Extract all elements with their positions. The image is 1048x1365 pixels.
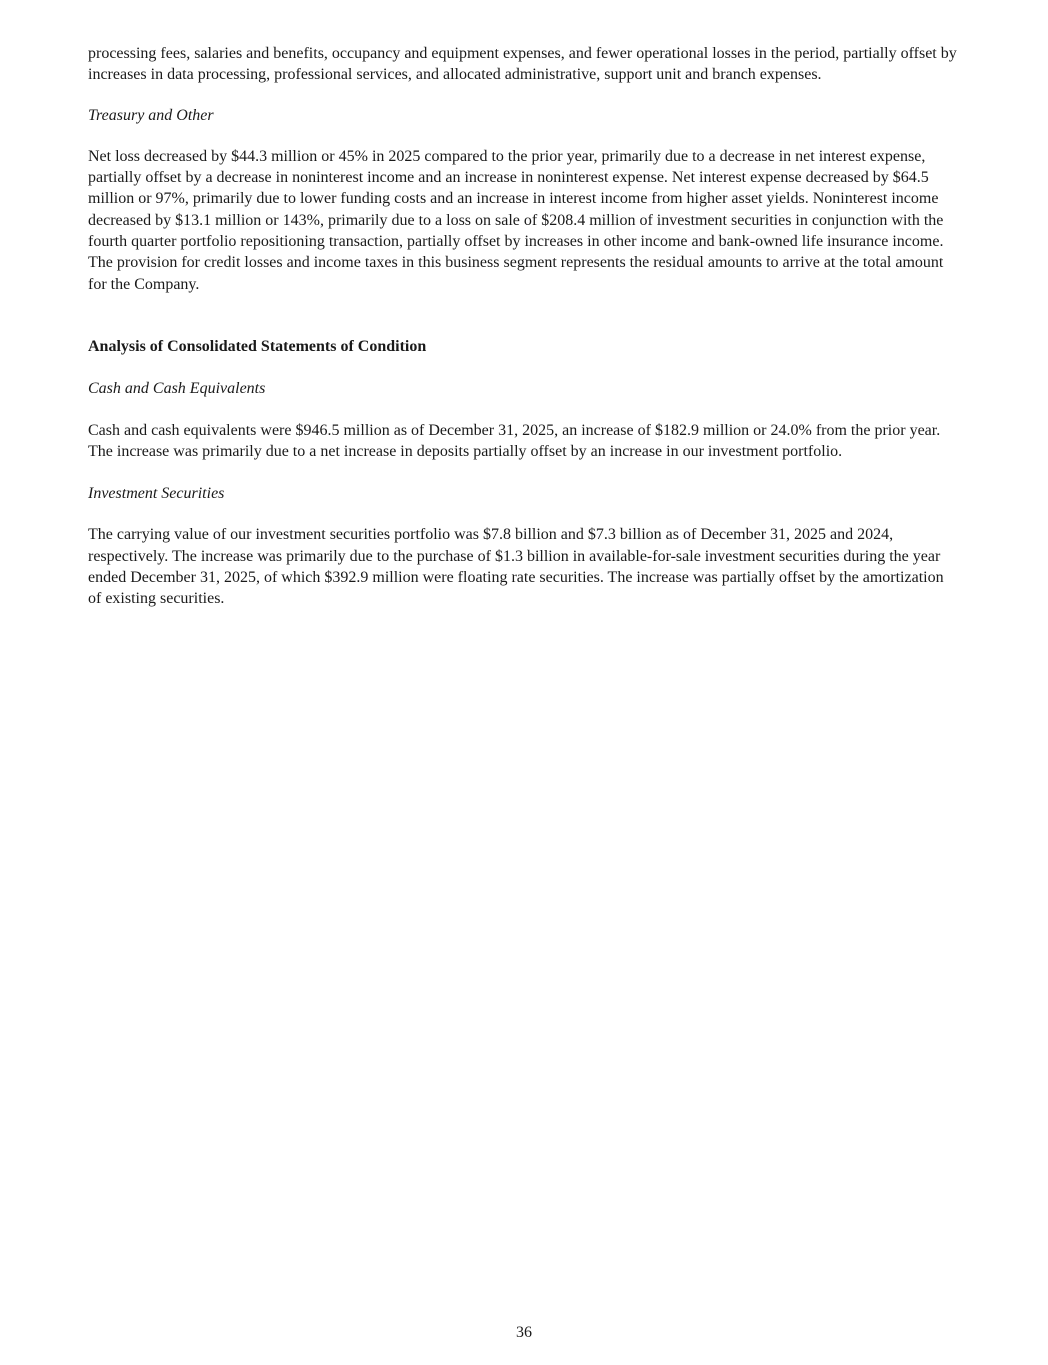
investment-subheading: Investment Securities	[88, 485, 225, 503]
continuation-paragraph: processing fees, salaries and benefits, occupancy and equipment expenses, and fewer operational losses in the period, partially offset by increases in data processing, professional services, and allocated administrative, support unit and branch expenses.	[88, 45, 957, 84]
investment-paragraph: The carrying value of our investment securities portfolio was $7.8 billion and $7.3 billion as of December 31, 2025 and 2024, respectively. The increase was primarily due to the purchase of $1.3 billion in available-for-sale investment securities during the year ended December 31, 2025, of which $392.9 million were floating rate securities. The increase was partially offset by the amortization of existing securities.	[88, 526, 944, 608]
treasury-paragraph: Net loss decreased by $44.3 million or 45% in 2025 compared to the prior year, primarily due to a decrease in net interest expense, partially offset by a decrease in noninterest income and an increase in noninterest expense. Net interest expense decreased by $64.5 million or 97%, primarily due to lower funding costs and an increase in interest income from higher asset yields. Noninterest income decreased by $13.1 million or 143%, primarily due to a loss on sale of $208.4 million of investment securities in conjunction with the fourth quarter portfolio repositioning transaction, partially offset by increases in other income and bank-owned life insurance income. The provision for credit losses and income taxes in this business segment represents the residual amounts to arrive at the total amount for the Company.	[88, 147, 944, 293]
section-heading: Analysis of Consolidated Statements of Condition	[88, 337, 427, 355]
cash-subheading: Cash and Cash Equivalents	[88, 380, 266, 398]
treasury-subheading: Treasury and Other	[88, 106, 214, 124]
cash-paragraph: Cash and cash equivalents were $946.5 million as of December 31, 2025, an increase of $182.9 million or 24.0% from the prior year. The increase was primarily due to a net increase in deposits partially offset by an increase in our investment portfolio.	[88, 421, 941, 460]
page-number: 36	[516, 1324, 532, 1341]
document-page	[88, 43, 958, 631]
